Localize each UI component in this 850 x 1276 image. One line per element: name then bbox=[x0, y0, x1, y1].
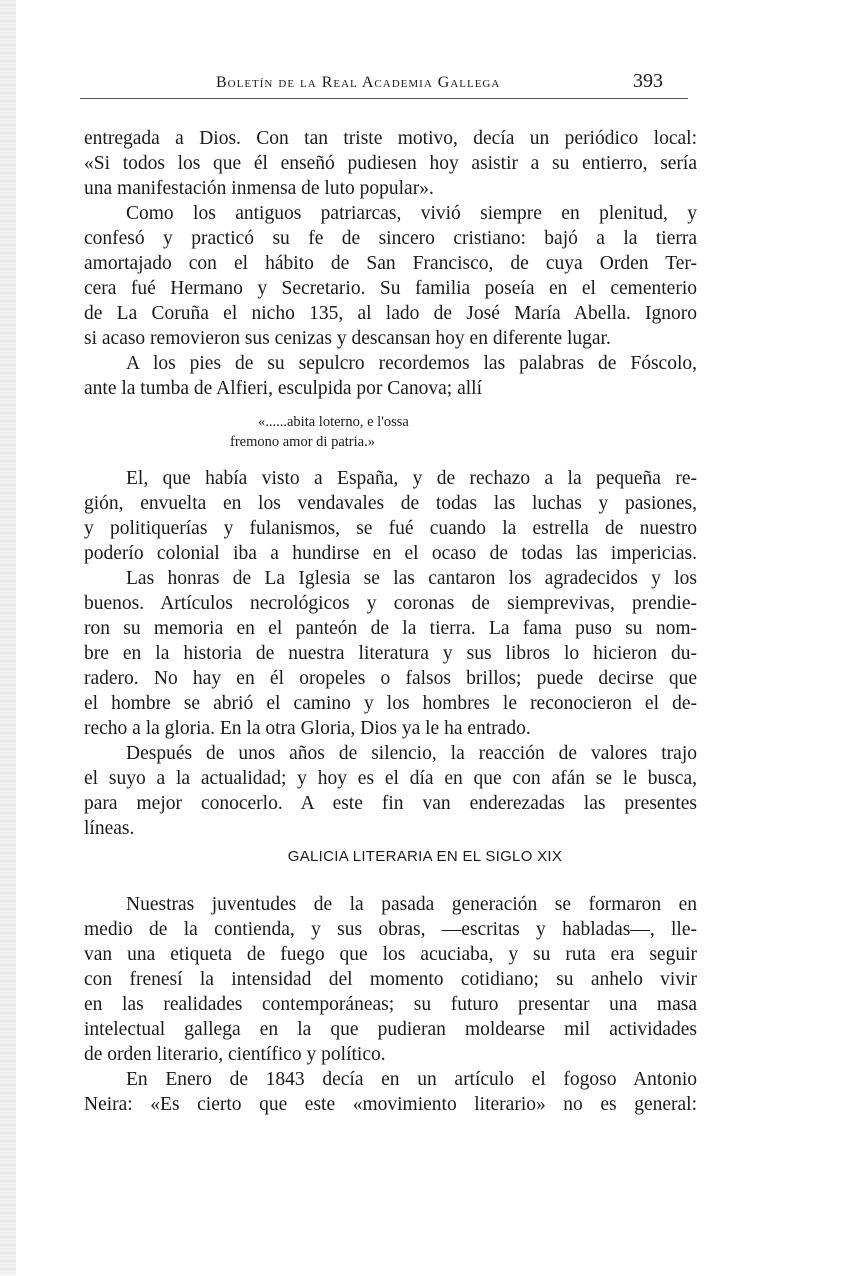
text-line: líneas. bbox=[84, 818, 135, 839]
text-line: bre en la historia de nuestra literatura y sus libros lo hicieron du- bbox=[84, 643, 697, 664]
running-title: Boletín de la Real Academia Gallega bbox=[216, 74, 501, 91]
text-line: Como los antiguos patriarcas, vivió siempre en plenitud, y bbox=[126, 203, 697, 224]
quote-line: fremono amor di patria.» bbox=[230, 434, 375, 450]
text-line: para mejor conocerlo. A este fin van enderezadas las presentes bbox=[84, 793, 697, 814]
text-line: radero. No hay en él oropeles o falsos brillos; puede decirse que bbox=[84, 668, 697, 689]
header-rule bbox=[80, 98, 688, 99]
text-line: cera fué Hermano y Secretario. Su familia poseía en el cementerio bbox=[84, 278, 697, 299]
text-line: ron su memoria en el panteón de la tierra. La fama puso su nom- bbox=[84, 618, 697, 639]
text-line: Después de unos años de silencio, la reacción de valores trajo bbox=[126, 743, 697, 764]
text-line: medio de la contienda, y sus obras, —escritas y habladas—, lle- bbox=[84, 919, 697, 940]
text-line: si acaso removieron sus cenizas y descansan hoy en diferente lugar. bbox=[84, 328, 611, 349]
text-line: de La Coruña el nicho 135, al lado de José María Abella. Ignoro bbox=[84, 303, 697, 324]
text-line: ante la tumba de Alfieri, esculpida por Canova; allí bbox=[84, 378, 482, 399]
text-line: gión, envuelta en los vendavales de todas las luchas y pasiones, bbox=[84, 493, 697, 514]
text-line: y politiquerías y fulanismos, se fué cuando la estrella de nuestro bbox=[84, 518, 697, 539]
page-number: 393 bbox=[633, 70, 663, 92]
text-line: con frenesí la intensidad del momento cotidiano; su anhelo vivir bbox=[84, 969, 697, 990]
text-line: de orden literario, científico y político. bbox=[84, 1044, 386, 1065]
text-line: En Enero de 1843 decía en un artículo el fogoso Antonio bbox=[126, 1069, 697, 1090]
text-line: poderío colonial iba a hundirse en el ocaso de todas las impericias. bbox=[84, 543, 697, 564]
text-line: en las realidades contemporáneas; su futuro presentar una masa bbox=[84, 994, 697, 1015]
text-line: A los pies de su sepulcro recordemos las palabras de Fóscolo, bbox=[126, 353, 697, 374]
scan-edge-shadow bbox=[0, 0, 16, 1276]
text-line: buenos. Artículos necrológicos y coronas de siemprevivas, prendie- bbox=[84, 593, 697, 614]
text-line: amortajado con el hábito de San Francisco, de cuya Orden Ter- bbox=[84, 253, 697, 274]
text-line: «Si todos los que él enseñó pudiesen hoy asistir a su entierro, sería bbox=[84, 153, 697, 174]
text-line: el hombre se abrió el camino y los hombres le reconocieron el de- bbox=[84, 693, 697, 714]
text-line: una manifestación inmensa de luto popular». bbox=[84, 178, 434, 199]
text-line: confesó y practicó su fe de sincero cristiano: bajó a la tierra bbox=[84, 228, 697, 249]
page-header bbox=[80, 70, 688, 100]
text-line: El, que había visto a España, y de rechazo a la pequeña re- bbox=[126, 468, 697, 489]
text-line: el suyo a la actualidad; y hoy es el día en que con afán se le busca, bbox=[84, 768, 697, 789]
text-line: Las honras de La Iglesia se las cantaron los agradecidos y los bbox=[126, 568, 697, 589]
text-line: recho a la gloria. En la otra Gloria, Dios ya le ha entrado. bbox=[84, 718, 531, 739]
section-title: GALICIA LITERARIA EN EL SIGLO XIX bbox=[287, 848, 563, 865]
text-line: entregada a Dios. Con tan triste motivo, decía un periódico local: bbox=[84, 128, 697, 149]
text-line: van una etiqueta de fuego que los acuciaba, y su ruta era seguir bbox=[84, 944, 697, 965]
text-line: intelectual gallega en la que pudieran moldearse mil actividades bbox=[84, 1019, 697, 1040]
quote-line: «......abita loterno, e l'ossa bbox=[258, 414, 409, 430]
text-line: Neira: «Es cierto que este «movimiento literario» no es general: bbox=[84, 1094, 697, 1115]
text-line: Nuestras juventudes de la pasada generación se formaron en bbox=[126, 894, 697, 915]
